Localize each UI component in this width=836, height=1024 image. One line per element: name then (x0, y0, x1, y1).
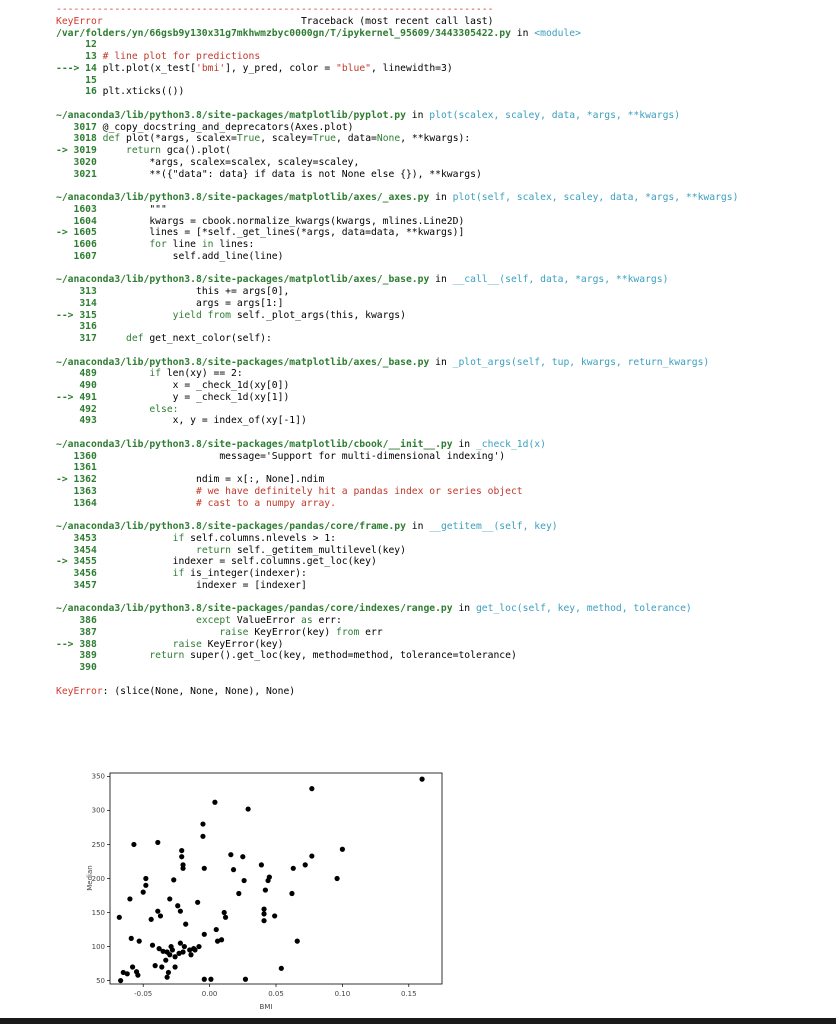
code-segment: True (312, 133, 337, 145)
traceback-line (56, 603, 831, 615)
code-segment: 3020 (56, 156, 103, 168)
code-segment: @_copy_docstring_and_deprecators(Axes.plot) (102, 121, 354, 133)
scatter-plot (86, 770, 446, 1015)
scatter-point (176, 951, 181, 956)
code-segment: if (102, 532, 191, 544)
blank-line (56, 345, 831, 357)
scatter-point (202, 977, 207, 982)
code-segment: # cast to a numpy array. (102, 497, 336, 509)
traceback-line (56, 533, 831, 545)
code-segment: plot(*args, scalex= (126, 133, 237, 145)
code-segment: , **kwargs): (400, 133, 471, 145)
scatter-point (129, 936, 134, 941)
y-tick-label: 300 (91, 806, 105, 815)
traceback-line (56, 357, 831, 369)
scatter-point (143, 883, 148, 888)
traceback-line (56, 380, 831, 392)
code-segment: ~/anaconda3/lib/python3.8/site-packages/pandas/core/frame.py (56, 521, 406, 532)
traceback-line (56, 568, 831, 580)
y-axis-ticks (92, 773, 110, 985)
scatter-point (196, 944, 201, 949)
scatter-point (179, 848, 184, 853)
scatter-point (223, 915, 228, 920)
code-segment: -> 3455 (56, 556, 103, 568)
code-segment: else: (102, 403, 179, 415)
traceback-line (56, 298, 831, 310)
y-tick-label: 350 (91, 772, 105, 781)
code-segment: --------------------------------------------------------------------------- (56, 4, 494, 15)
scatter-point (117, 915, 122, 920)
scatter-point (419, 777, 424, 782)
scatter-point (200, 821, 205, 826)
code-segment: return (102, 544, 237, 556)
scatter-point (215, 939, 220, 944)
traceback-line (56, 110, 831, 122)
code-segment: raise (102, 626, 255, 638)
y-tick-label: 50 (96, 976, 105, 985)
code-segment: KeyError (56, 15, 103, 27)
scatter-point (158, 913, 163, 918)
code-segment: 1606 (56, 239, 103, 250)
code-segment: 387 (56, 626, 103, 638)
traceback-line (56, 239, 831, 251)
code-segment: indexer = [indexer] (102, 579, 307, 591)
code-segment: # line plot for predictions (102, 51, 261, 62)
scatter-point (202, 932, 207, 937)
scatter-point (134, 969, 139, 974)
code-segment: True (236, 133, 261, 145)
code-segment: plt.xticks(()) (102, 86, 185, 98)
scatter-point (182, 944, 187, 949)
traceback-line (56, 333, 831, 345)
code-segment: for (102, 239, 173, 250)
scatter-point (261, 907, 266, 912)
code-segment: len(xy) == 2: (166, 368, 243, 380)
code-segment: kwargs = cbook.normalize_kwargs(kwargs, mlines.Line2D) (102, 215, 465, 227)
scatter-point (165, 975, 170, 980)
traceback-line (56, 251, 831, 263)
code-segment: , linewidth=3) (371, 62, 453, 74)
scatter-point (222, 910, 227, 915)
code-segment: indexer = self.columns.get_loc(key) (102, 556, 377, 568)
scatter-point (166, 970, 171, 975)
scatter-point (240, 854, 245, 859)
code-segment: 493 (56, 415, 103, 427)
x-axis-ticks (134, 984, 416, 998)
traceback-output (56, 4, 831, 697)
scatter-point (291, 866, 296, 871)
scatter-point (150, 943, 155, 948)
code-segment: x = _check_1d(xy[0]) (102, 380, 290, 391)
code-segment: 492 (56, 403, 103, 415)
code-segment: 3454 (56, 544, 103, 556)
traceback-line (56, 157, 831, 169)
scatter-point (180, 862, 185, 867)
code-segment: self._plot_args(this, kwargs) (236, 309, 406, 321)
scatter-point (175, 903, 180, 908)
code-segment: 1607 (56, 250, 103, 262)
code-segment: self.add_line(line) (102, 250, 284, 262)
traceback-line (56, 650, 831, 662)
blank-line (56, 98, 831, 110)
traceback-line (56, 451, 831, 463)
scatter-point (242, 878, 247, 883)
scatter-point (289, 891, 294, 896)
code-segment: *args, scalex=scalex, scaley=scaley, (102, 156, 360, 168)
code-segment: 389 (56, 650, 103, 662)
scatter-point (265, 878, 270, 883)
code-segment: 314 (56, 297, 103, 309)
code-segment: 12 (56, 39, 97, 51)
scatter-point (202, 866, 207, 871)
code-segment: 1603 (56, 203, 103, 215)
scatter-point (167, 896, 172, 901)
code-segment: ~/anaconda3/lib/python3.8/site-packages/matplotlib/axes/_axes.py (56, 192, 430, 203)
code-segment: <module> (534, 27, 581, 39)
traceback-line (56, 145, 831, 157)
scatter-point (127, 896, 132, 901)
scatter-point (118, 978, 123, 983)
code-segment: ], y_pred, color = (225, 62, 336, 74)
code-segment: ndim = x[:, None].ndim (102, 474, 325, 485)
code-segment: /var/folders/yn/66gsb9y130x31g7mkhwmzbyc0000gn/T/ipykernel_95609/3443305422.py (56, 27, 511, 39)
code-segment: plt.plot(x_test[ (102, 62, 196, 74)
plot-area-frame (110, 773, 442, 984)
x-tick-label: 0.15 (401, 990, 417, 998)
scatter-point (261, 911, 266, 916)
x-tick-label: -0.05 (134, 990, 153, 998)
traceback-line (56, 286, 831, 298)
code-segment: _check_1d(x) (475, 438, 546, 450)
code-segment: KeyError(key) (254, 626, 336, 638)
code-segment: err: (318, 615, 342, 626)
code-segment: """ (102, 203, 167, 215)
scatter-point (130, 964, 135, 969)
code-segment: Traceback (most recent call last) (102, 15, 494, 27)
code-segment: --> 388 (56, 638, 103, 650)
code-segment: gca().plot( (166, 145, 231, 156)
code-segment: 390 (56, 662, 97, 673)
code-segment: def (102, 133, 127, 145)
traceback-line (56, 627, 831, 639)
scatter-point (212, 800, 217, 805)
scatter-point (171, 877, 176, 882)
code-segment: : (slice(None, None, None), None) (102, 685, 296, 697)
code-segment: __call__(self, data, *args, **kwargs) (452, 274, 669, 286)
code-segment: def (102, 333, 150, 344)
scatter-point (155, 840, 160, 845)
code-segment: -> 1362 (56, 474, 103, 485)
scatter-point (208, 977, 213, 982)
scatter-point (340, 847, 345, 852)
traceback-line (56, 639, 831, 651)
traceback-line (56, 545, 831, 557)
code-segment: message='Support for multi-dimensional indexing') (102, 450, 506, 462)
traceback-line (56, 216, 831, 228)
code-segment: raise (102, 638, 208, 650)
traceback-line (56, 580, 831, 592)
y-tick-label: 100 (91, 942, 105, 951)
traceback-line (56, 404, 831, 416)
code-segment: 489 (56, 368, 103, 380)
scatter-point (137, 939, 142, 944)
scatter-point (121, 970, 126, 975)
code-segment: 1364 (56, 497, 103, 509)
code-segment: super().get_loc(key, method=method, tolerance=tolerance) (190, 650, 517, 662)
traceback-line (56, 486, 831, 498)
code-segment: _plot_args(self, tup, kwargs, return_kwargs) (452, 356, 710, 368)
code-segment: 313 (56, 286, 103, 297)
traceback-line (56, 556, 831, 568)
traceback-line (56, 227, 831, 239)
scatter-point (214, 927, 219, 932)
scatter-point (178, 909, 183, 914)
code-segment: 1363 (56, 485, 103, 497)
scatter-point (246, 806, 251, 811)
traceback-line (56, 368, 831, 380)
scatter-point (188, 952, 193, 957)
code-segment: None (376, 133, 401, 145)
scatter-point (200, 834, 205, 839)
blank-line (56, 592, 831, 604)
scatter-point (187, 947, 192, 952)
traceback-line (56, 86, 831, 98)
blank-line (56, 263, 831, 275)
scatter-point (163, 958, 168, 963)
scatter-point (143, 876, 148, 881)
traceback-line (56, 16, 831, 28)
code-segment: get_next_color(self): (149, 333, 272, 344)
y-tick-label: 150 (91, 908, 105, 917)
traceback-line (56, 462, 831, 474)
y-tick-label: 250 (91, 840, 105, 849)
code-segment: in (405, 521, 430, 532)
scatter-point (178, 941, 183, 946)
code-segment: 3018 (56, 133, 103, 145)
scatter-point (261, 918, 266, 923)
scatter-point (303, 862, 308, 867)
scatter-point (155, 909, 160, 914)
code-segment: if (102, 368, 167, 380)
traceback-line (56, 133, 831, 145)
code-segment: ---> 14 (56, 62, 103, 74)
traceback-line (56, 204, 831, 216)
blank-line (56, 674, 831, 686)
code-segment: get_loc(self, key, method, tolerance) (475, 603, 692, 615)
code-segment: 490 (56, 380, 103, 391)
code-segment: --> 491 (56, 391, 103, 403)
scatter-point (236, 891, 241, 896)
blank-line (56, 509, 831, 521)
scatter-point (228, 852, 233, 857)
code-segment: is_integer(indexer): (190, 568, 307, 579)
code-segment: 3453 (56, 532, 103, 544)
scatter-point (309, 853, 314, 858)
code-segment: 16 (56, 86, 103, 98)
traceback-line (56, 169, 831, 181)
scatter-point (131, 842, 136, 847)
code-segment: 13 (56, 51, 103, 62)
code-segment: -> 1605 (56, 227, 103, 239)
traceback-line (56, 39, 831, 51)
code-segment: "blue" (336, 62, 371, 74)
code-segment: in (405, 109, 430, 121)
scatter-point (172, 964, 177, 969)
code-segment: x, y = index_of(xy[-1]) (102, 415, 307, 427)
scatter-point (149, 917, 154, 922)
traceback-line (56, 615, 831, 627)
scatter-point (153, 963, 158, 968)
code-segment: 15 (56, 74, 97, 86)
code-segment: as (300, 615, 319, 626)
traceback-line (56, 310, 831, 322)
code-segment: this += args[0], (102, 286, 290, 297)
code-segment: 3017 (56, 121, 103, 133)
scatter-point (309, 786, 314, 791)
code-segment: **({"data": data} if data is not None else {}), **kwargs) (102, 168, 482, 180)
code-segment: line (172, 239, 202, 250)
code-segment: ~/anaconda3/lib/python3.8/site-packages/matplotlib/pyplot.py (56, 109, 406, 121)
scatter-point (263, 887, 268, 892)
code-segment: except (102, 615, 237, 626)
scatter-point (295, 939, 300, 944)
traceback-line (56, 662, 831, 674)
code-segment: 386 (56, 615, 103, 626)
code-segment: 1604 (56, 215, 103, 227)
code-segment: plot(self, scalex, scaley, data, *args, **kwargs) (452, 192, 739, 203)
scatter-point (159, 964, 164, 969)
code-segment: 3456 (56, 568, 103, 579)
x-tick-label: 0.00 (201, 990, 218, 998)
code-segment: 1361 (56, 462, 97, 474)
code-segment: lines: (219, 239, 255, 250)
scatter-point (157, 946, 162, 951)
scatter-point (259, 862, 264, 867)
code-segment: self.columns.nlevels > 1: (190, 532, 336, 544)
scatter-point (272, 913, 277, 918)
traceback-line (56, 63, 831, 75)
code-segment: in (452, 438, 476, 450)
code-segment: , scaley= (260, 133, 313, 145)
code-segment: # we have definitely hit a pandas index or series object (102, 485, 523, 497)
x-tick-label: 0.05 (268, 990, 284, 998)
code-segment: from (335, 626, 366, 638)
scatter-point (195, 900, 200, 905)
code-segment: 1360 (56, 450, 103, 462)
code-segment: KeyError (56, 685, 103, 697)
traceback-line (56, 474, 831, 486)
scatter-point (183, 922, 188, 927)
blank-line (56, 180, 831, 192)
scatter-point (231, 867, 236, 872)
code-segment: in (429, 356, 453, 368)
code-segment: args = args[1:] (102, 297, 284, 309)
code-segment: if (102, 568, 191, 579)
scatter-point (279, 966, 284, 971)
traceback-line (56, 28, 831, 40)
x-tick-label: 0.10 (334, 990, 351, 998)
traceback-line (56, 498, 831, 510)
code-segment: yield from (102, 309, 237, 321)
traceback-line (56, 122, 831, 134)
code-segment: ~/anaconda3/lib/python3.8/site-packages/matplotlib/axes/_base.py (56, 274, 430, 286)
window-bottom-edge (0, 1018, 836, 1024)
traceback-line (56, 392, 831, 404)
traceback-line (56, 75, 831, 87)
code-segment: ~/anaconda3/lib/python3.8/site-packages/pandas/core/indexes/range.py (56, 603, 453, 615)
scatter-point (172, 954, 177, 959)
code-segment: self._getitem_multilevel(key) (236, 544, 406, 556)
x-axis-label: BMI (259, 1003, 273, 1011)
code-segment: return (102, 650, 191, 662)
code-segment: lines = [*self._get_lines(*args, data=data, **kwargs)] (102, 227, 465, 239)
code-segment: 3457 (56, 579, 103, 591)
code-segment: return (102, 145, 167, 156)
traceback-line (56, 192, 831, 204)
code-segment: err (365, 626, 383, 638)
scatter-point (168, 944, 173, 949)
code-segment: __getitem__(self, key) (429, 521, 558, 532)
code-segment: --> 315 (56, 309, 103, 321)
traceback-line (56, 274, 831, 286)
traceback-line (56, 4, 831, 16)
traceback-line (56, 51, 831, 63)
blank-line (56, 427, 831, 439)
code-segment: 3021 (56, 168, 103, 180)
code-segment: in (429, 192, 453, 203)
code-segment: in (429, 274, 453, 286)
code-segment: 317 (56, 333, 103, 344)
traceback-line (56, 521, 831, 533)
code-segment: 316 (56, 321, 97, 333)
code-segment: -> 3019 (56, 145, 103, 156)
scatter-point (179, 854, 184, 859)
y-axis-label: Median (86, 865, 94, 891)
scatter-point (243, 977, 248, 982)
code-segment: ValueError (236, 615, 301, 626)
code-segment: in (452, 603, 476, 615)
code-segment: ~/anaconda3/lib/python3.8/site-packages/matplotlib/axes/_base.py (56, 356, 430, 368)
traceback-line (56, 439, 831, 451)
code-segment: in (201, 239, 220, 250)
code-segment: ~/anaconda3/lib/python3.8/site-packages/matplotlib/cbook/__init__.py (56, 438, 453, 450)
traceback-line (56, 321, 831, 333)
scatter-point (141, 890, 146, 895)
code-segment: in (510, 27, 535, 39)
traceback-line (56, 415, 831, 427)
code-segment: y = _check_1d(xy[1]) (102, 391, 290, 403)
code-segment: , data= (336, 133, 377, 145)
y-tick-label: 200 (91, 874, 105, 883)
code-segment: KeyError(key) (207, 638, 284, 650)
traceback-line (56, 686, 831, 698)
scatter-point (334, 876, 339, 881)
code-segment: plot(scalex, scaley, data, *args, **kwargs) (429, 109, 681, 121)
code-segment: 'bmi' (196, 62, 226, 74)
